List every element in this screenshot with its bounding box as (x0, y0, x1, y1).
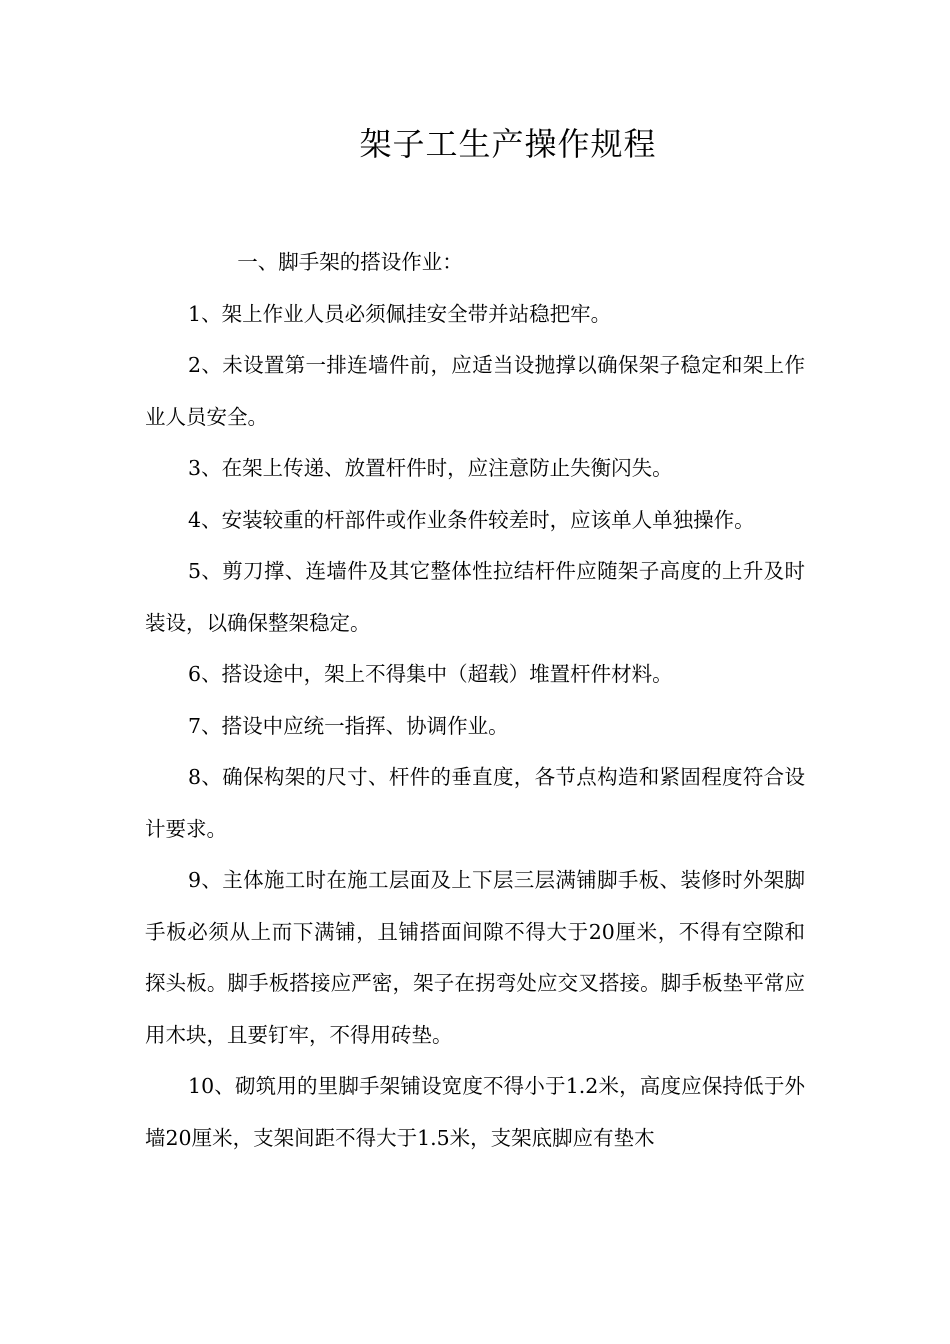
rule-item-10: 10、砌筑用的里脚手架铺设宽度不得小于1.2米，高度应保持低于外墙20厘米，支架间距不得大于1.5米，支架底脚应有垫木 (145, 1074, 805, 1150)
rule-item-5: 5、剪刀撑、连墙件及其它整体性拉结杆件应随架子高度的上升及时装设，以确保整架稳定。 (145, 559, 805, 635)
rule-item-8: 8、确保构架的尺寸、杆件的垂直度，各节点构造和紧固程度符合设计要求。 (145, 765, 805, 841)
document-title: 架子工生产操作规程 (359, 125, 657, 163)
rule-item-3: 3、在架上传递、放置杆件时，应注意防止失衡闪失。 (188, 456, 673, 480)
rule-item-9: 9、主体施工时在施工层面及上下层三层满铺脚手板、装修时外架脚手板必须从上而下满铺，且铺搭面间隙不得大于20厘米，不得有空隙和探头板。脚手板搭接应严密，架子在拐弯处应交叉搭接。脚手板垫平常应用木块，且要钉牢，不得用砖垫。 (145, 868, 805, 1047)
rule-item-4: 4、安装较重的杆部件或作业条件较差时，应该单人单独操作。 (188, 507, 755, 532)
rule-item-1: 1、架上作业人员必须佩挂安全带并站稳把牢。 (188, 301, 612, 326)
rule-item-2: 2、未设置第一排连墙件前，应适当设抛撑以确保架子稳定和架上作业人员安全。 (145, 353, 805, 429)
rule-item-7: 7、搭设中应统一指挥、协调作业。 (188, 713, 509, 738)
document-body (145, 237, 805, 1164)
section-heading: 一、脚手架的搭设作业： (237, 250, 463, 274)
rule-item-6: 6、搭设途中，架上不得集中（超载）堆置杆件材料。 (188, 662, 673, 686)
